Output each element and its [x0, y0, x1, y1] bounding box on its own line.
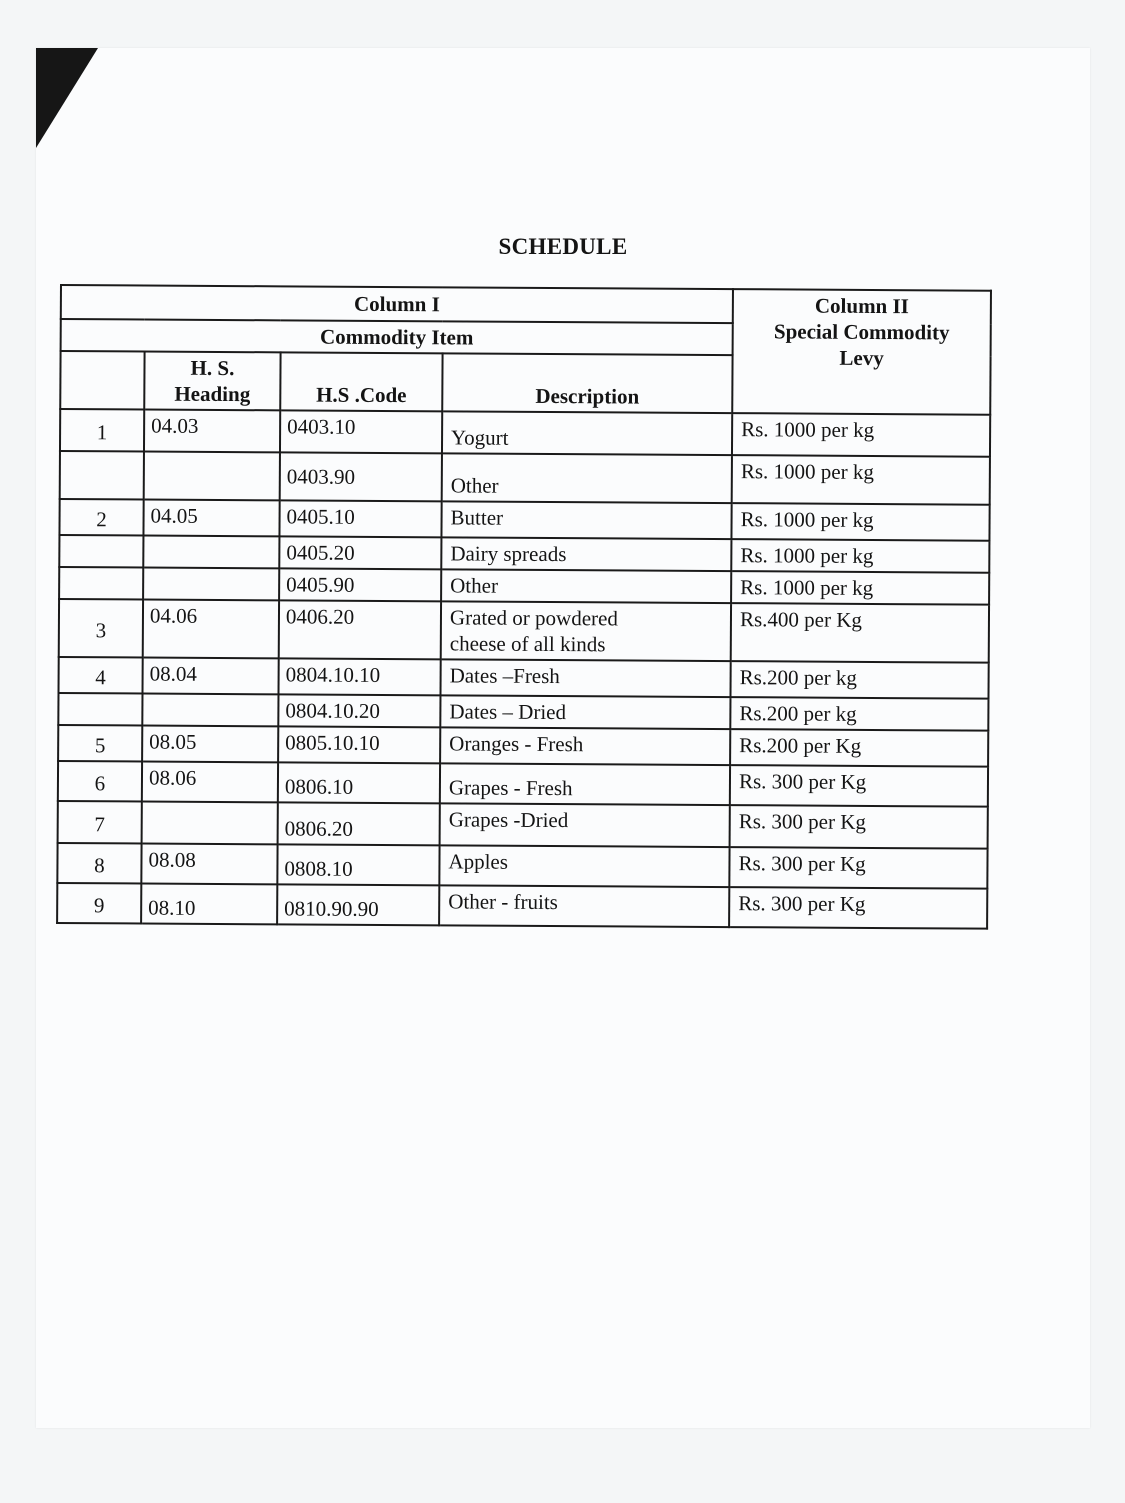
row-heading: 04.06: [143, 600, 279, 659]
row-description: Dates – Dried: [440, 695, 730, 729]
row-heading: [144, 452, 280, 501]
row-sn: [60, 451, 144, 500]
row-heading: 04.05: [143, 500, 279, 537]
row-description: Grapes - Fresh: [440, 763, 730, 805]
row-levy: Rs.200 per kg: [730, 697, 988, 731]
row-levy: Rs.200 per kg: [731, 661, 989, 699]
row-sn: 3: [59, 599, 143, 658]
row-sn: [59, 535, 143, 568]
row-levy: Rs. 1000 per kg: [731, 503, 989, 541]
row-levy: Rs. 1000 per kg: [732, 413, 990, 457]
table-row: [60, 409, 990, 457]
column2-sub-line2: Levy: [839, 345, 884, 371]
row-code: 0406.20: [279, 600, 441, 659]
row-sn: 4: [59, 657, 143, 694]
row-levy: Rs. 1000 per kg: [731, 571, 989, 605]
row-code: 0806.10: [278, 762, 440, 803]
row-description: Other - fruits: [439, 885, 729, 927]
table-row: [59, 657, 989, 699]
row-description: [441, 601, 731, 661]
row-sn: 1: [60, 409, 144, 452]
description-header: Description: [442, 353, 732, 413]
row-description: Oranges - Fresh: [440, 727, 730, 765]
row-code: 0405.10: [279, 500, 441, 537]
header-row-1: [61, 285, 991, 325]
row-description: Butter: [441, 501, 731, 539]
table-row: [57, 883, 987, 929]
row-sn: 9: [57, 883, 141, 924]
levy-schedule-table: [56, 284, 992, 930]
table-row: [58, 801, 988, 849]
row-code: 0808.10: [277, 844, 439, 885]
hs-heading-line2: Heading: [174, 381, 251, 407]
row-heading: 08.05: [142, 726, 278, 763]
document-page: [36, 48, 1090, 1428]
row-code: 0804.10.10: [278, 658, 440, 695]
row-heading: [142, 802, 278, 845]
page-corner-shadow: [36, 48, 98, 148]
column2-sub-line1: Special Commodity: [773, 319, 950, 345]
row-sn: 2: [59, 499, 143, 536]
row-heading: 08.04: [143, 658, 279, 695]
row-sn: 8: [57, 843, 141, 884]
row-heading: 08.06: [142, 762, 278, 803]
row-description: Dairy spreads: [441, 537, 731, 571]
row-levy: Rs.400 per Kg: [731, 603, 989, 663]
row-description: Dates –Fresh: [440, 659, 730, 697]
row-description: Grapes -Dried: [440, 803, 730, 847]
row-heading: 08.10: [141, 884, 277, 925]
row-sn: [59, 567, 143, 600]
row-levy: Rs.200 per Kg: [730, 729, 988, 767]
column1-header: [61, 285, 733, 323]
row-sn: [58, 693, 142, 726]
row-description-line2: cheese of all kinds: [449, 631, 606, 657]
row-heading: [142, 694, 278, 727]
column2-label: Column II: [814, 293, 909, 319]
row-heading: [143, 536, 279, 569]
row-code: 0405.20: [279, 536, 441, 569]
column1-label: Column I: [353, 291, 440, 317]
row-levy: Rs. 300 per Kg: [730, 765, 988, 807]
hs-code-header: H.S .Code: [280, 352, 442, 411]
row-levy: Rs. 300 per Kg: [730, 805, 988, 849]
row-levy: Rs. 300 per Kg: [729, 887, 987, 929]
row-code: 0405.90: [279, 568, 441, 601]
row-code: 0805.10.10: [278, 726, 440, 763]
hs-heading-line1: H. S.: [190, 355, 235, 381]
row-heading: 08.08: [141, 844, 277, 885]
row-description: Apples: [439, 845, 729, 887]
row-description-line1: Grated or powdered: [449, 605, 618, 631]
row-levy: Rs. 1000 per kg: [731, 539, 989, 573]
row-description: Yogurt: [442, 411, 732, 455]
column1-subheader: Commodity Item: [61, 319, 733, 355]
row-heading: 04.03: [144, 410, 280, 453]
column2-header: [732, 289, 991, 415]
row-description: Other: [442, 453, 732, 503]
table-row: [58, 725, 988, 767]
table-row: [58, 761, 988, 807]
row-sn: 7: [58, 801, 142, 844]
row-code: 0804.10.20: [278, 694, 440, 727]
row-heading: [143, 568, 279, 601]
row-code: 0403.10: [280, 410, 442, 453]
row-code: 0403.90: [280, 452, 442, 501]
sn-header: [60, 351, 144, 410]
row-code: 0810.90.90: [277, 884, 439, 925]
table-row: [59, 599, 989, 663]
row-description: Other: [441, 569, 731, 603]
page-title: SCHEDULE: [498, 234, 628, 259]
row-sn: 5: [58, 725, 142, 762]
row-code: 0806.20: [278, 802, 440, 845]
row-levy: Rs. 300 per Kg: [729, 847, 987, 889]
row-levy: Rs. 1000 per kg: [732, 455, 990, 505]
table-row: [59, 499, 989, 541]
table-row: [57, 843, 987, 889]
row-sn: 6: [58, 761, 142, 802]
table-row: [60, 451, 990, 505]
hs-heading-header: [144, 352, 280, 411]
